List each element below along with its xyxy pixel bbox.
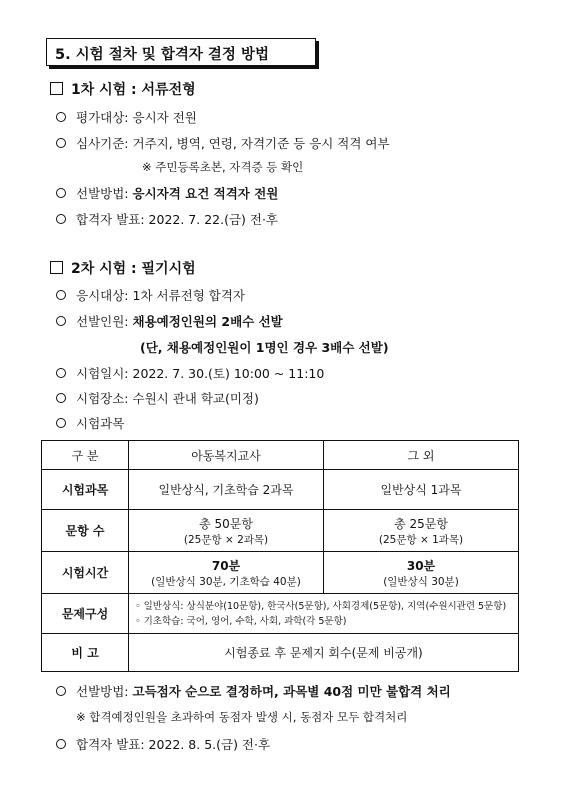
row-label: 비 고 (42, 634, 129, 672)
circle-bullet-icon (56, 393, 66, 403)
table-cell: 30분 (일반상식 30분) (324, 552, 519, 594)
table-row (42, 470, 519, 510)
s2-item-count: 선발인원: 채용예정인원의 2배수 선발 (56, 312, 283, 330)
footer-item-announce: 합격자 발표: 2022. 8. 5.(금) 전·후 (56, 735, 270, 753)
circle-bullet-icon (56, 112, 66, 122)
table-header-row (42, 441, 519, 470)
s2-item-datetime: 시험일시: 2022. 7. 30.(토) 10:00 ~ 11:10 (56, 364, 324, 382)
s2-item-place: 시험장소: 수원시 관내 학교(미정) (56, 389, 259, 407)
row-label: 시험과목 (42, 470, 129, 510)
square-bullet-icon (50, 261, 63, 274)
row-label: 문제구성 (42, 594, 129, 634)
circle-bullet-icon (56, 290, 66, 300)
row-label: 시험시간 (42, 552, 129, 594)
section-title: 5. 시험 절차 및 합격자 결정 방법 (55, 47, 269, 63)
circle-bullet-icon (56, 188, 66, 198)
table-cell: 총 50문항 (25문항 × 2과목) (129, 510, 324, 552)
section-title-box (46, 38, 316, 66)
header-cell: 그 외 (324, 441, 519, 470)
table-cell: 시험종료 후 문제지 회수(문제 비공개) (129, 634, 519, 672)
header-cell: 아동복지교사 (129, 441, 324, 470)
circle-bullet-icon (56, 418, 66, 428)
circle-bullet-icon (56, 368, 66, 378)
s1-item-method: 선발방법: 응시자격 요건 적격자 전원 (56, 184, 278, 202)
circle-bullet-icon (56, 739, 66, 749)
square-bullet-icon (50, 82, 63, 95)
table-cell: 70분 (일반상식 30분, 기초학습 40분) (129, 552, 324, 594)
footer-note: ※ 합격예정인원을 초과하여 동점자 발생 시, 동점자 모두 합격처리 (76, 710, 408, 724)
circle-bullet-icon (56, 686, 66, 696)
table-cell: ◦ 일반상식: 상식분야(10문항), 한국사(5문항), 사회경제(5문항), 지역(수원시관련 5문항) ◦ 기초학습: 국어, 영어, 수학, 사회, 과학(각 5문항) (129, 594, 519, 634)
table-row (42, 634, 519, 672)
table-cell: 총 25문항 (25문항 × 1과목) (324, 510, 519, 552)
s2-sub-note: (단, 채용예정인원이 1명인 경우 3배수 선발) (140, 340, 389, 355)
s1-note: ※ 주민등록초본, 자격증 등 확인 (142, 160, 304, 174)
s1-item-target: 평가대상: 응시자 전원 (56, 108, 197, 126)
s1-item-criteria: 심사기준: 거주지, 병역, 연령, 자격기준 등 응시 적격 여부 (56, 134, 390, 152)
footer-item-method: 선발방법: 고득점자 순으로 결정하며, 과목별 40점 미만 불합격 처리 (56, 682, 451, 700)
s2-item-target: 응시대상: 1차 서류전형 합격자 (56, 286, 245, 304)
s1-item-announce: 합격자 발표: 2022. 7. 22.(금) 전·후 (56, 210, 278, 228)
row-label: 문항 수 (42, 510, 129, 552)
section1-heading: 1차 시험 : 서류전형 (50, 79, 196, 99)
circle-bullet-icon (56, 214, 66, 224)
header-cell: 구 분 (42, 441, 129, 470)
table-cell: 일반상식, 기초학습 2과목 (129, 470, 324, 510)
circle-bullet-icon (56, 138, 66, 148)
s2-item-subjects: 시험과목 (56, 414, 124, 432)
table-row (42, 510, 519, 552)
table-row (42, 552, 519, 594)
table-cell: 일반상식 1과목 (324, 470, 519, 510)
exam-table (41, 440, 519, 672)
table-row (42, 594, 519, 634)
section2-heading: 2차 시험 : 필기시험 (50, 258, 196, 278)
circle-bullet-icon (56, 316, 66, 326)
